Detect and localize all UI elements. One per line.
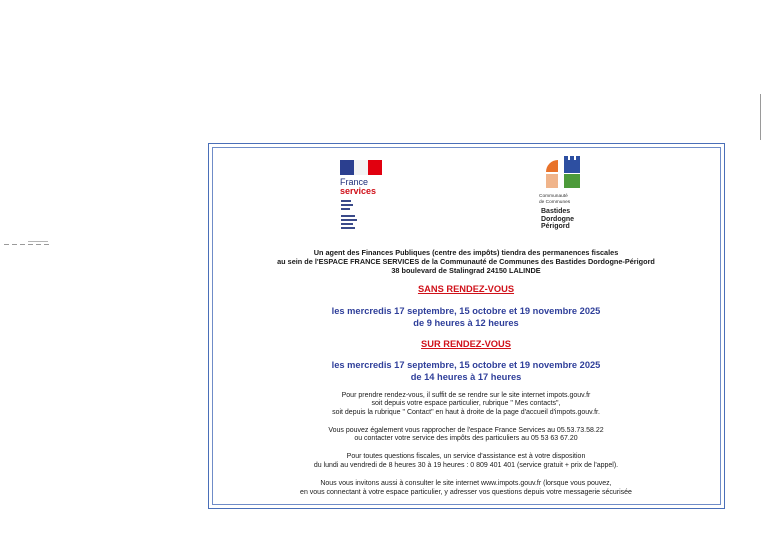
intro-line-2: au sein de l'ESPACE FRANCE SERVICES de la Communauté de Communes des Bastides Dordogne-Périgord: [277, 257, 655, 266]
para1-line-1: Pour prendre rendez-vous, il suffit de se rendre sur le site internet impots.gouv.fr: [341, 392, 591, 399]
sans-rdv-heading: SANS RENDEZ-VOUS: [417, 284, 515, 294]
bastide-tower-icon: [542, 156, 582, 190]
para2-line-1: Vous pouvez également vous rapprocher de l'espace France Services au 05.53.73.58.22: [328, 427, 604, 434]
para4-line-2: en vous connectant à votre espace particulier, y adresser vos questions depuis votre messagerie sécurisée: [300, 489, 632, 496]
para1-line-3: soit depuis la rubrique " Contact" en haut à droite de la page d'accueil d'impots.gouv.fr.: [332, 409, 600, 416]
sans-rdv-hours: de 9 heures à 12 heures: [413, 318, 519, 328]
para3-line-2: du lundi au vendredi de 8 heures 30 à 19 heures : 0 809 401 401 (service gratuit + prix de l'appel).: [313, 462, 619, 469]
sans-rdv-dates: les mercredis 17 septembre, 15 octobre et 19 novembre 2025: [331, 306, 601, 316]
france-services-logo: [340, 160, 386, 240]
para3-line-1: Pour toutes questions fiscales, un service d'assistance est à votre disposition: [346, 453, 586, 460]
intro-line-1: Un agent des Finances Publiques (centre des impôts) tiendra des permanences fiscales: [313, 248, 619, 257]
tricolor-flag-icon: [340, 160, 382, 175]
france-services-word1: France: [340, 177, 369, 187]
para1-line-2: soit depuis votre espace particulier, rubrique " Mes contacts",: [371, 400, 561, 407]
communaute-name: Bastides Dordogne Périgord: [541, 208, 575, 231]
sur-rdv-hours: de 14 heures à 17 heures: [410, 372, 522, 382]
communaute-label: Communauté de Communes: [539, 194, 571, 205]
communaute-logo: [535, 156, 597, 234]
para4-line-1: Nous vous invitons aussi à consulter le site internet www.impots.gouv.fr (lorsque vous pouvez,: [320, 480, 612, 487]
para2-line-2: ou contacter votre service des impôts des particuliers au 05 53 63 67.20: [354, 435, 578, 442]
intro-address: 38 boulevard de Stalingrad 24150 LALINDE: [391, 266, 541, 275]
scan-artifact: [28, 241, 48, 242]
sur-rdv-dates: les mercredis 17 septembre, 15 octobre et 19 novembre 2025: [331, 360, 601, 370]
scan-artifact: [4, 244, 50, 245]
sur-rdv-heading: SUR RENDEZ-VOUS: [421, 339, 511, 349]
scan-artifact: [760, 94, 761, 140]
france-services-word2: services: [340, 186, 377, 196]
